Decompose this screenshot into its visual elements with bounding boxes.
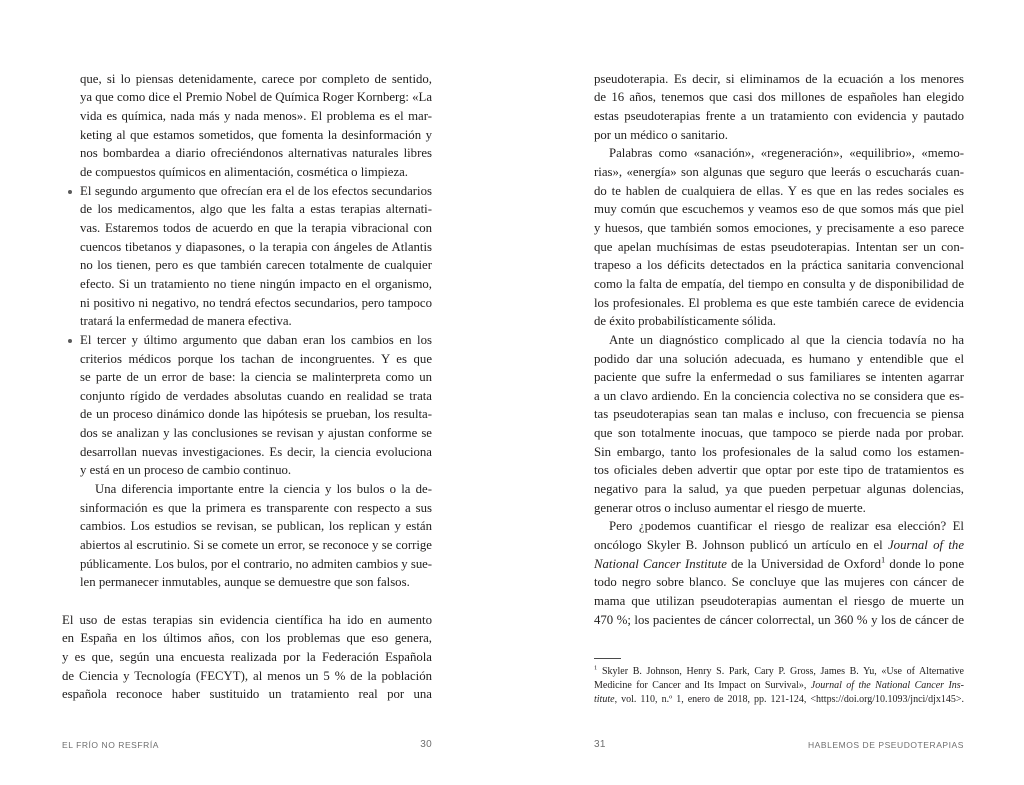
text-run: de la Universidad de Oxford	[726, 556, 881, 571]
list-item	[80, 70, 432, 182]
text-line: que apelan muchísimas de estas pseudoterapias. Intentan ser un con-	[594, 239, 964, 254]
text-line: negativo para la salud, ya que pueden perpetuar algunas dolencias,	[594, 482, 964, 497]
text-line: y está en un proceso de cambio continuo.	[80, 463, 292, 478]
text-line: de los medicamentos, algo que les falta a estas terapias alternati-	[80, 202, 432, 217]
text-line: mama que utilizan pseudoterapias aumentan el riesgo de muerte un	[594, 594, 964, 609]
text-line: nos bombardea a diario ofreciéndonos alternativas naturales libres	[80, 146, 432, 161]
list-item	[80, 331, 432, 480]
text-line: keting al que estamos sometidos, que fomenta la desinformación y	[80, 127, 432, 142]
paragraph	[594, 144, 964, 331]
journal-title: Journal of the National Cancer Ins-	[810, 680, 965, 691]
text-line: do te hablen de cualquiera de ellas. Y es que en las redes sociales es	[594, 183, 964, 198]
text-line: por un médico o sanitario.	[594, 127, 728, 142]
text-line: a un clavo ardiendo. En la conciencia colectiva no se considera que es-	[594, 388, 964, 403]
running-head: EL FRÍO NO RESFRÍA	[62, 740, 159, 750]
journal-title: National Cancer Institute	[594, 556, 727, 571]
text-line: criterios médicos porque los tachan de incongruentes. Y es que	[80, 351, 432, 366]
text-line: generar otros o incluso aumentar el riesgo de muerte.	[594, 500, 866, 515]
text-run: Medicine for Cancer and Its Impact on Survival»,	[594, 680, 811, 691]
text-line: cambios. Los estudios se revisan, se publican, los replican y están	[80, 519, 432, 534]
text-line: ni positivo ni negativo, no tendrá efectos secundarios, pero tampoco	[80, 295, 432, 310]
right-page	[512, 0, 1024, 785]
text-line: como la falta de empatía, del tiempo en consulta y de disponibilidad de	[594, 276, 964, 291]
text-line: que son totalmente inocuas, que tampoco se pierde nada por probar.	[594, 426, 964, 441]
text-line: El tercer y último argumento que daban eran los cambios en los	[80, 332, 432, 347]
text-line: podido dar una solución adecuada, es humano y entendible que el	[594, 351, 964, 366]
text-run: Skyler B. Johnson, Henry S. Park, Cary P. Gross, James B. Yu, «Use of Alternative	[597, 666, 964, 677]
text-line: ya que como dice el Premio Nobel de Química Roger Kornberg: «La	[80, 90, 432, 105]
text-line: dos se analizan y las conclusiones se revisan y ajustan conforme se	[80, 426, 432, 441]
text-line: Palabras como «sanación», «regeneración», «equilibrio», «memo-	[609, 146, 964, 161]
text-line: estas pseudoterapias frente a un tratamiento con evidencia y pautado	[594, 108, 964, 123]
text-line: vas. Estaremos todos de acuerdo en que la terapia vibracional con	[80, 220, 432, 235]
text-line: tas pseudoterapias sean tan malas e incluso, con frecuencia se piensa	[594, 407, 964, 422]
text-line: sinformación es que la primera es transparente con respecto a sus	[80, 500, 432, 515]
text-run: oncólogo Skyler B. Johnson publicó un artículo en el	[594, 538, 888, 553]
journal-title: Journal of the	[888, 538, 964, 553]
text-line: de compuestos químicos en alimentación, cosmética o limpieza.	[80, 164, 409, 179]
text-line: tos oficiales deben advertir que optar por este tipo de tratamientos es	[594, 463, 964, 478]
list-item	[80, 182, 432, 331]
text-line: 470 %; los pacientes de cáncer colorrectal, un 360 % y los de cáncer de	[594, 612, 964, 627]
footnote-number: 1	[594, 664, 598, 672]
journal-title: titute	[594, 694, 615, 705]
text-line: que, si lo piensas detenidamente, carece por completo de sentido,	[80, 71, 432, 86]
text-line: Una diferencia importante entre la ciencia y los bulos o la de-	[95, 482, 432, 497]
text-line: len permanecer inmutables, aunque se demuestre que son falsos.	[80, 575, 410, 590]
text-line: de éxito probabilísticamente sólida.	[594, 314, 776, 329]
paragraph	[62, 611, 432, 704]
footnote	[594, 665, 964, 707]
text-line: muy común que escuchemos y veamos eso de que somos más que piel	[594, 202, 964, 217]
text-line	[594, 555, 964, 574]
page-number: 30	[420, 739, 432, 750]
text-line: El segundo argumento que ofrecían era el de los efectos secundarios	[80, 183, 432, 198]
text-line: cuencos tibetanos y diapasones, o la terapia con ángeles de Atlantis	[80, 239, 432, 254]
footnote-rule	[594, 658, 621, 659]
paragraph	[594, 331, 964, 518]
text-line: pseudoterapia. Es decir, si eliminamos de la ecuación a los menores	[594, 71, 964, 86]
text-run: donde lo pone	[885, 556, 964, 571]
text-line: se parte de un error de base: la ciencia se malinterpreta como un	[80, 370, 432, 385]
text-line: los profesionales. El problema es que este también carece de evidencia	[594, 295, 964, 310]
text-line: El uso de estas terapias sin evidencia científica ha ido en aumento	[62, 612, 432, 627]
text-line: conjunto rígido de verdades absolutas cuando en realidad se trata	[80, 388, 432, 403]
text-line: paciente que sufre la enfermedad o sus familiares se intenten agarrar	[594, 370, 964, 385]
text-line: tratará la enfermedad de manera efectiva.	[80, 314, 292, 329]
left-page-body	[62, 70, 432, 704]
running-head: HABLEMOS DE PSEUDOTERAPIAS	[807, 740, 964, 750]
text-line: Pero ¿podemos cuantificar el riesgo de realizar esa elección? El	[609, 519, 964, 534]
text-line: abiertos al escrutinio. Si se comete un error, se reconoce y se corrige	[80, 538, 432, 553]
right-page-body	[594, 70, 964, 630]
text-line: vida es química, nada más y nada menos». El problema es el mar-	[80, 108, 432, 123]
text-line: públicamente. Los bulos, por el contrario, no admiten cambios y sue-	[80, 556, 432, 571]
footnote-reference: 1	[880, 554, 886, 565]
text-line: efecto. Si un tratamiento no tiene ningún impacto en el organismo,	[80, 276, 432, 291]
text-line: Ante un diagnóstico complicado al que la ciencia todavía no ha	[609, 332, 964, 347]
text-line: no los tienen, pero es que también carecen totalmente de cualquier	[80, 258, 432, 273]
page-number: 31	[594, 739, 606, 750]
section-gap	[62, 592, 432, 611]
paragraph	[80, 480, 432, 592]
text-run: , vol. 110, n.º 1, enero de 2018, pp. 121-124, <https://doi.org/10.1093/jnci/djx145>.	[614, 694, 964, 705]
footnote-line	[594, 693, 964, 707]
text-line	[594, 536, 964, 555]
text-line: todo negro sobre blanco. Se concluye que las mujeres con cáncer de	[594, 575, 964, 590]
footnote-line	[594, 665, 964, 679]
text-line: de un proceso dinámico donde las hipótesis se prueban, los resulta-	[80, 407, 432, 422]
bullet-icon	[68, 190, 72, 194]
text-line: trapeso a los déficits detectados en la práctica sanitaria convencional	[594, 258, 964, 273]
text-line: de 16 años, tenemos que casi dos millones de españoles han elegido	[594, 90, 964, 105]
text-line: rias», «energía» son algunas que seguro que leerás o escucharás cuan-	[594, 164, 964, 179]
footnote-line	[594, 679, 964, 693]
text-line: desarrollan nuevas investigaciones. Es decir, la ciencia evoluciona	[80, 444, 432, 459]
text-line: de Ciencia y Tecnología (FECYT), al menos un 5 % de la población	[62, 668, 432, 683]
paragraph	[594, 517, 964, 629]
bullet-icon	[68, 339, 72, 343]
argument-list	[80, 70, 432, 592]
text-line: y es que, según una encuesta realizada por la Federación Española	[62, 650, 432, 664]
text-line: y huesos, que también somos emociones, y precisamente a eso parece	[594, 220, 964, 235]
text-line: Sin embargo, tanto los profesionales de la salud como los estamen-	[594, 444, 964, 459]
text-line: en España en los últimos años, con los problemas que eso genera,	[62, 631, 432, 646]
text-line: española reconoce haber sustituido un tratamiento real por una	[62, 687, 432, 702]
paragraph	[594, 70, 964, 145]
